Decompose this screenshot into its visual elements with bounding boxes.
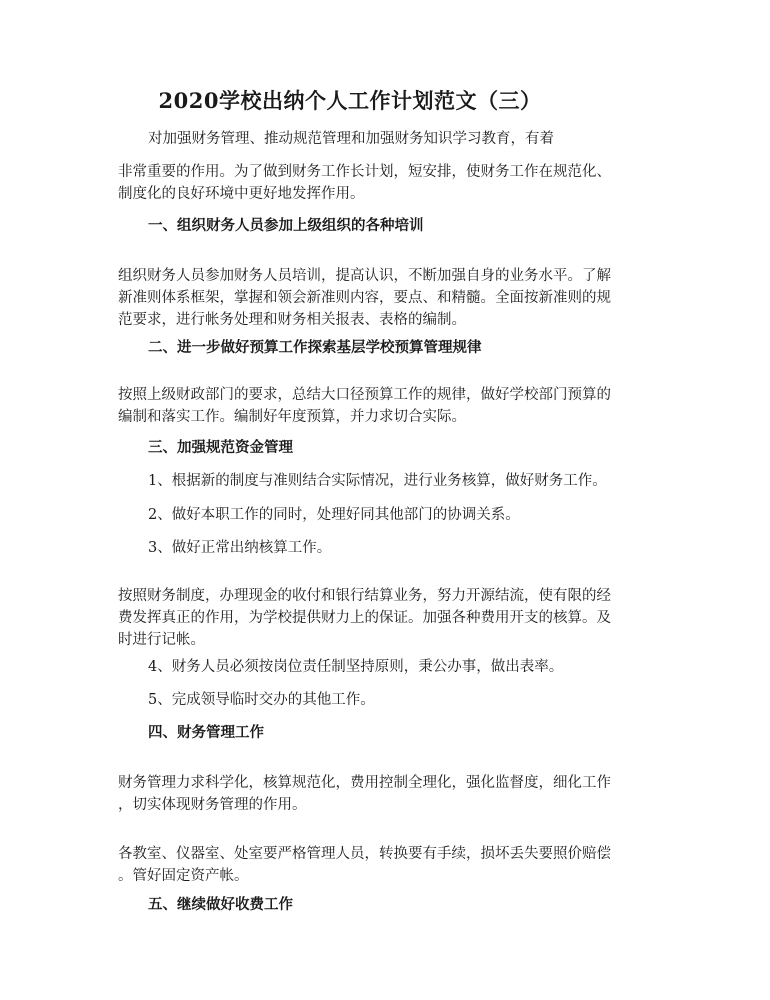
section3-paragraph	[118, 585, 658, 651]
list-item-1: 1、根据新的制度与准则结合实际情况，进行业务核算，做好财务工作。	[148, 473, 607, 489]
paragraph-line: 组织财务人员参加财务人员培训，提高认识，不断加强自身的业务水平。了解	[118, 268, 611, 284]
list-item-4: 4、财务人员必须按岗位责任制坚持原则，秉公办事，做出表率。	[148, 659, 564, 675]
list-item-3: 3、做好正常出纳核算工作。	[148, 540, 332, 556]
paragraph-line: 范要求，进行帐务处理和财务相关报表、表格的编制。	[118, 312, 466, 328]
section-heading-3: 三、加强规范资金管理	[148, 439, 293, 456]
section-heading-5: 五、继续做好收费工作	[148, 896, 293, 913]
section2-paragraph	[118, 384, 658, 428]
page-title: 2020学校出纳个人工作计划范文（三）	[158, 88, 542, 113]
section-heading-1: 一、组织财务人员参加上级组织的各种培训	[148, 217, 424, 234]
section-heading-2: 二、进一步做好预算工作探索基层学校预算管理规律	[148, 339, 482, 356]
intro-paragraph	[118, 161, 658, 205]
paragraph-line: 财务管理力求科学化，核算规范化，费用控制全理化，强化监督度，细化工作	[118, 775, 611, 791]
section4-paragraph-1	[118, 772, 658, 816]
paragraph-line: 按照财务制度，办理现金的收付和银行结算业务，努力开源结流，使有限的经	[118, 588, 611, 604]
paragraph-line: 各教室、仪器室、处室要严格管理人员，转换要有手续，损坏丢失要照价赔偿	[118, 846, 611, 862]
section1-paragraph	[118, 265, 658, 331]
paragraph-line: 时进行记帐。	[118, 632, 205, 648]
paragraph-line: 编制和落实工作。编制好年度预算，并力求切合实际。	[118, 409, 466, 425]
intro-line: 非常重要的作用。为了做到财务工作长计划，短安排，使财务工作在规范化、	[118, 164, 611, 180]
section-heading-4: 四、财务管理工作	[148, 724, 264, 741]
list-item-5: 5、完成领导临时交办的其他工作。	[148, 692, 375, 708]
section4-paragraph-2	[118, 843, 658, 887]
paragraph-line: 新准则体系框架，掌握和领会新准则内容，要点、和精髓。全面按新准则的规	[118, 290, 611, 306]
paragraph-line: 。管好固定资产帐。	[118, 868, 249, 884]
paragraph-line: 费发挥真正的作用，为学校提供财力上的保证。加强各种费用开支的核算。及	[118, 610, 611, 626]
list-item-2: 2、做好本职工作的同时，处理好同其他部门的协调关系。	[148, 507, 520, 523]
intro-first-line: 对加强财务管理、推动规范管理和加强财务知识学习教育，有着	[148, 131, 554, 147]
intro-line: 制度化的良好环境中更好地发挥作用。	[118, 186, 365, 202]
paragraph-line: ，切实体现财务管理的作用。	[118, 797, 307, 813]
paragraph-line: 按照上级财政部门的要求，总结大口径预算工作的规律，做好学校部门预算的	[118, 387, 611, 403]
